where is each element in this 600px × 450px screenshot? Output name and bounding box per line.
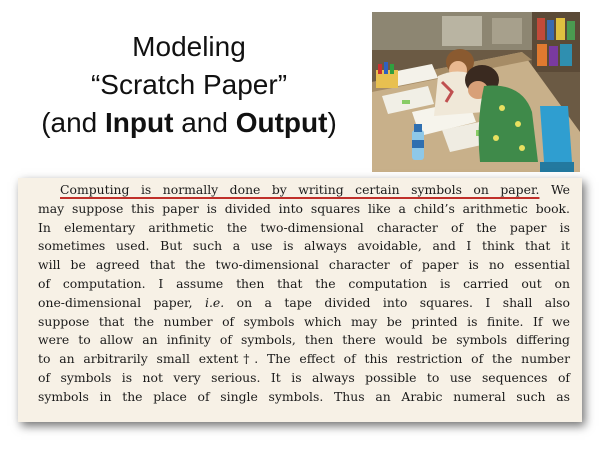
title-and: and — [173, 107, 236, 138]
excerpt-line: of symbols is not very serious. It is always possible to use sequences of — [38, 369, 570, 385]
excerpt-ie: i.e. — [205, 294, 225, 310]
excerpt-line: will be agreed that the two-dimensional character of paper is no essential — [38, 257, 570, 273]
title-close: ) — [327, 107, 337, 138]
excerpt-line: to an arbitrarily small extent†. The effect of this restriction of the number — [38, 351, 570, 367]
title-line-2: “Scratch Paper” — [90, 69, 288, 100]
excerpt-line — [38, 294, 570, 313]
title-line-1: Modeling — [132, 31, 246, 62]
excerpt-line: sometimes used. But such a use is always avoidable, and I think that it — [38, 238, 570, 254]
title-output-word: Output — [235, 107, 328, 138]
title-line-3 — [6, 104, 372, 142]
excerpt-line: may suppose this paper is divided into squares like a child’s arithmetic book. — [38, 200, 570, 216]
title-open: (and — [41, 107, 106, 138]
title-input-word: Input — [105, 107, 174, 138]
excerpt-highlight: Computing is normally done by writing certain symbols on paper. — [60, 182, 540, 197]
excerpt-line: In elementary arithmetic the two-dimensional character of the paper is — [38, 219, 570, 235]
excerpt-line: suppose that the number of symbols which may be printed is finite. If we — [38, 313, 570, 329]
excerpt-text — [38, 181, 570, 407]
excerpt-line-rest: We — [539, 182, 571, 197]
excerpt-line: were to allow an infinity of symbols, then there would be symbols differing — [38, 332, 570, 348]
children-writing-photo — [372, 12, 580, 172]
slide-title — [6, 28, 372, 142]
excerpt-line — [38, 181, 570, 200]
excerpt-line-part: on a tape divided into squares. I shall also — [224, 294, 570, 310]
excerpt-line-part: one-dimensional paper, — [38, 294, 205, 310]
excerpt-line: symbols in the place of single symbols. Thus an Arabic numeral such as — [38, 388, 570, 404]
turing-excerpt-box — [18, 178, 582, 422]
excerpt-line: of computation. I assume then that the computation is carried out on — [38, 275, 570, 291]
